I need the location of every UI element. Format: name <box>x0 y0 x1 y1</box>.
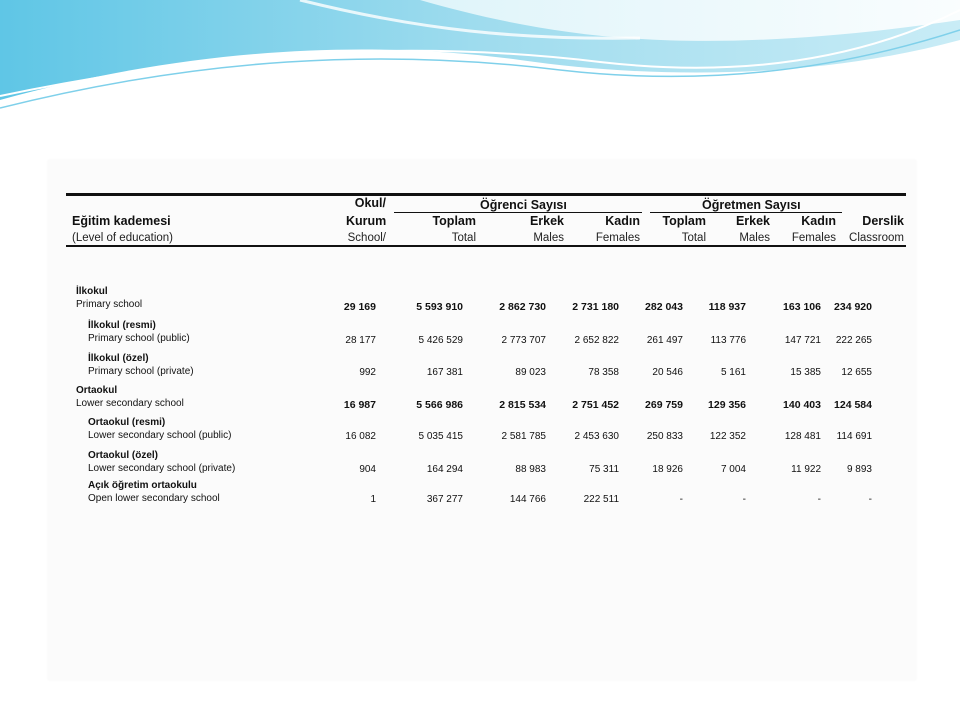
cell-row1-schools: 28 177 <box>345 335 376 346</box>
header-school-en: School/ <box>347 232 386 244</box>
cell-row6-schools: 1 <box>370 494 376 505</box>
header-teacher-female-tr: Kadın <box>801 214 836 228</box>
header-teacher-male-en: Males <box>739 232 770 244</box>
header-level-en: (Level of education) <box>72 232 174 244</box>
cell-row2-classrooms: 12 655 <box>841 367 872 378</box>
cell-row0-students-male: 2 862 730 <box>499 301 546 313</box>
cell-row6-students-female: 222 511 <box>583 494 619 505</box>
cell-row1-classrooms: 222 265 <box>835 335 872 346</box>
row-lower-secondary-public-label-en: Lower secondary school (public) <box>88 430 232 441</box>
header-classroom-tr: Derslik <box>862 214 904 228</box>
header-students-group: Öğrenci Sayısı <box>480 198 567 212</box>
cell-row2-schools: 992 <box>359 367 376 378</box>
cell-row6-students-male: 144 766 <box>509 494 546 505</box>
cell-row1-students-total: 5 426 529 <box>418 335 463 346</box>
header-teacher-male-tr: Erkek <box>735 214 770 228</box>
cell-row4-teachers-female: 128 481 <box>784 431 821 442</box>
header-student-male-en: Males <box>533 232 564 244</box>
cell-row3-schools: 16 987 <box>343 399 376 411</box>
header-bottom-rule <box>66 245 906 247</box>
top-rule <box>66 193 906 196</box>
header-student-male-tr: Erkek <box>529 214 564 228</box>
cell-row4-students-total: 5 035 415 <box>418 431 463 442</box>
cell-row2-students-female: 78 358 <box>588 367 619 378</box>
cell-row4-classrooms: 114 691 <box>836 431 872 442</box>
cell-row4-students-female: 2 453 630 <box>574 431 619 442</box>
header-teacher-female-en: Females <box>791 232 836 244</box>
cell-row6-students-total: 367 277 <box>426 494 463 505</box>
row-primary-public-label-en: Primary school (public) <box>88 333 190 344</box>
cell-row5-schools: 904 <box>359 464 376 475</box>
cell-row3-students-total: 5 566 986 <box>416 399 463 411</box>
cell-row6-teachers-female: - <box>817 494 821 505</box>
cell-row2-students-total: 167 381 <box>426 367 463 378</box>
cell-row6-classrooms: - <box>868 494 872 505</box>
cell-row3-teachers-male: 129 356 <box>708 399 746 411</box>
cell-row4-schools: 16 082 <box>345 431 376 442</box>
cell-row5-students-total: 164 294 <box>426 464 463 475</box>
row-lower-secondary-private-label-tr: Ortaokul (özel) <box>88 450 159 461</box>
cell-row6-teachers-male: - <box>742 494 746 505</box>
cell-row2-teachers-male: 5 161 <box>720 367 746 378</box>
cell-row0-schools: 29 169 <box>343 301 376 313</box>
cell-row4-students-male: 2 581 785 <box>501 431 546 442</box>
cell-row0-teachers-total: 282 043 <box>645 301 683 313</box>
cell-row2-teachers-female: 15 385 <box>790 367 821 378</box>
header-school-tr-1: Okul/ <box>354 196 386 210</box>
header-student-female-en: Females <box>595 232 640 244</box>
teachers-group-rule <box>650 212 842 213</box>
row-lower-secondary-label-tr: Ortaokul <box>76 385 118 396</box>
cell-row2-teachers-total: 20 546 <box>652 367 683 378</box>
row-primary-label-tr: İlkokul <box>76 286 108 297</box>
cell-row1-teachers-total: 261 497 <box>646 335 683 346</box>
cell-row3-students-female: 2 751 452 <box>572 399 619 411</box>
cell-row4-teachers-total: 250 833 <box>646 431 683 442</box>
cell-row3-classrooms: 124 584 <box>834 399 872 411</box>
row-open-lower-secondary-label-en: Open lower secondary school <box>88 493 220 504</box>
cell-row5-students-female: 75 311 <box>589 464 619 475</box>
cell-row2-students-male: 89 023 <box>515 367 546 378</box>
cell-row5-teachers-total: 18 926 <box>652 464 683 475</box>
cell-row0-students-female: 2 731 180 <box>572 301 619 313</box>
cell-row1-students-female: 2 652 822 <box>574 335 619 346</box>
cell-row1-students-male: 2 773 707 <box>501 335 546 346</box>
row-open-lower-secondary-label-tr: Açık öğretim ortaokulu <box>88 480 197 491</box>
cell-row6-teachers-total: - <box>679 494 683 505</box>
cell-row5-students-male: 88 983 <box>515 464 546 475</box>
cell-row3-students-male: 2 815 534 <box>499 399 546 411</box>
header-teacher-total-en: Total <box>681 232 706 244</box>
header-school-tr-2: Kurum <box>346 214 387 228</box>
cell-row3-teachers-female: 140 403 <box>783 399 821 411</box>
row-lower-secondary-public-label-tr: Ortaokul (resmi) <box>88 417 166 428</box>
cell-row1-teachers-female: 147 721 <box>784 335 821 346</box>
cell-row0-teachers-female: 163 106 <box>783 301 821 313</box>
cell-row3-teachers-total: 269 759 <box>645 399 683 411</box>
header-student-female-tr: Kadın <box>605 214 640 228</box>
students-group-rule <box>394 212 642 213</box>
cell-row0-classrooms: 234 920 <box>834 301 872 313</box>
row-primary-label-en: Primary school <box>76 299 143 310</box>
row-primary-public-label-tr: İlkokul (resmi) <box>88 320 156 331</box>
cell-row1-teachers-male: 113 776 <box>710 335 746 346</box>
row-primary-private-label-en: Primary school (private) <box>88 366 194 377</box>
row-lower-secondary-label-en: Lower secondary school <box>76 398 184 409</box>
header-level-tr: Eğitim kademesi <box>72 214 171 228</box>
cell-row5-teachers-male: 7 004 <box>720 464 746 475</box>
header-student-total-en: Total <box>451 232 476 244</box>
row-primary-private-label-tr: İlkokul (özel) <box>88 353 149 364</box>
header-student-total-tr: Toplam <box>432 214 476 228</box>
row-lower-secondary-private-label-en: Lower secondary school (private) <box>88 463 236 474</box>
header-teachers-group: Öğretmen Sayısı <box>702 198 801 212</box>
cell-row5-classrooms: 9 893 <box>846 464 872 475</box>
cell-row5-teachers-female: 11 922 <box>791 464 821 475</box>
cell-row0-students-total: 5 593 910 <box>416 301 463 313</box>
cell-row0-teachers-male: 118 937 <box>708 301 746 313</box>
header-classroom-en: Classroom <box>849 232 904 244</box>
header-teacher-total-tr: Toplam <box>662 214 706 228</box>
cell-row4-teachers-male: 122 352 <box>709 431 746 442</box>
